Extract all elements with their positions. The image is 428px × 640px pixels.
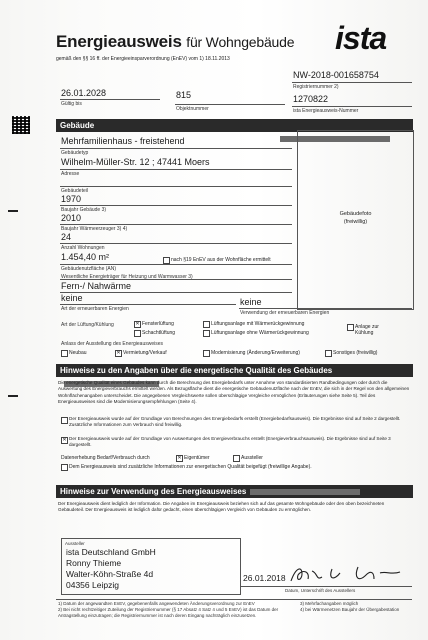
energietraeger-value: Fern-/ Nahwärme bbox=[61, 281, 132, 291]
ista-logo: ista bbox=[335, 20, 387, 56]
punch-mark bbox=[8, 395, 18, 397]
vermietung-checkbox[interactable]: ✕ bbox=[116, 350, 121, 356]
neubau-label: Neubau bbox=[69, 350, 87, 356]
wohnflaeche-checkbox[interactable] bbox=[163, 257, 170, 264]
wohnungen-value: 24 bbox=[61, 232, 72, 242]
ausstellungsdatum-value: 26.01.2018 bbox=[243, 573, 286, 583]
baujahr-label: Baujahr Gebäude 3) bbox=[61, 207, 107, 213]
ista-number-value: 1270822 bbox=[293, 94, 329, 104]
datenerhebung-label: Datenerhebung Bedarf/Verbrauch durch bbox=[61, 455, 150, 461]
signature bbox=[288, 563, 406, 585]
section-header-hinweise-qualitaet: Hinweise zu den Angaben über die energetische Qualität des Gebäudes bbox=[56, 364, 413, 377]
sonstiges-checkbox[interactable] bbox=[325, 350, 332, 357]
document-subtitle: gemäß den §§ 16 ff. der Energieeinsparverordnung (EnEV) vom 1) 18.11.2013 bbox=[56, 56, 230, 62]
bedarfsausweis-checkbox[interactable] bbox=[61, 417, 68, 424]
verbrauchsausweis-checkbox[interactable]: ✕ bbox=[62, 437, 67, 443]
punch-mark bbox=[8, 210, 18, 212]
zusatzinfo-checkbox[interactable] bbox=[61, 464, 68, 471]
footnote: 1) Datum der angewandten EnEV, gegebenenfalls angewendeten Änderungsverordnung zur EnEV bbox=[58, 601, 255, 606]
sonstiges-label: Sonstiges (freiwillig) bbox=[333, 350, 378, 356]
valid-until-value: 26.01.2028 bbox=[61, 88, 107, 98]
hinweise-qualitaet-text: Die energetische Qualität eines Gebäudes kann durch die Berechnung des Energiebedarfs unter Annahme von standardisierten Randbedingungen oder durch die Auswertung des Energieverbrauchs ermittelt werden. Als Bezugsfläche dient die energetische Gebäudenutzfläche nach der EnEV, die sich in der Regel von den allgemeinen Wohnflächenangaben unterscheidet. Die angegebenen Vergleichswerte sollen überschlägige Vergleiche ermöglichen (Erläuterungen siehe Seite 5). Teil des Energieausweises sind die Modernisierungsempfehlungen (Seite 4). bbox=[58, 380, 410, 405]
footnotes-left bbox=[58, 601, 278, 619]
neubau-checkbox[interactable] bbox=[61, 350, 68, 357]
aussteller-box bbox=[61, 538, 241, 595]
qr-code bbox=[12, 116, 30, 134]
aussteller-address bbox=[66, 547, 156, 591]
wohnflaeche-checkbox-label: nach §19 EnEV aus der Wohnfläche ermittelt bbox=[171, 257, 271, 263]
nutzflaeche-value: 1.454,40 m² bbox=[61, 252, 110, 262]
anlass-label: Anlass der Ausstellung des Energieausweises bbox=[61, 341, 164, 347]
lueftung-label: Art der Lüftung/Kühlung bbox=[61, 322, 114, 328]
adresse-label: Adresse bbox=[61, 171, 80, 177]
vermietung-label: Vermietung/Verkauf bbox=[123, 350, 167, 356]
registration-number-label: Registriernummer 2) bbox=[293, 84, 339, 90]
fensterlueftung-label: Fensterlüftung bbox=[142, 321, 174, 327]
lueftung-ohne-wrg-checkbox[interactable] bbox=[203, 330, 210, 337]
gebaeudetyp-label: Gebäudetyp bbox=[61, 150, 89, 156]
erneuerbare-art-label: Art der erneuerbaren Energien bbox=[61, 306, 129, 312]
section-header-hinweise-verwendung: Hinweise zur Verwendung des Energieausweises bbox=[56, 485, 413, 498]
footnote: 4) bei Wärmenetzen Baujahr der Übergabestation bbox=[300, 607, 400, 612]
modernisierung-checkbox[interactable] bbox=[203, 350, 210, 357]
eigentuemer-checkbox[interactable]: ✕ bbox=[177, 455, 182, 461]
adresse-value: Wilhelm-Müller-Str. 12 ; 47441 Moers bbox=[61, 157, 210, 167]
waermeerzeuger-label: Baujahr Wärmeerzeuger 3) 4) bbox=[61, 226, 128, 232]
erneuerbare-art-value: keine bbox=[61, 293, 83, 303]
ista-number-label: ista Energieausweis-Nummer bbox=[293, 108, 359, 114]
gebaeudeteil-label: Gebäudeteil bbox=[61, 188, 88, 194]
energietraeger-label: Wesentliche Energieträger für Heizung und Warmwasser 3) bbox=[61, 274, 193, 280]
document-title: Energieausweis für Wohngebäude bbox=[56, 32, 295, 51]
schachtlueftung-checkbox[interactable] bbox=[134, 330, 141, 337]
datum-unterschrift-label: Datum, Unterschrift des Ausstellers bbox=[285, 588, 356, 593]
gebaeudefoto-sublabel: (freiwillig) bbox=[343, 219, 368, 225]
eigentuemer-label: Eigentümer bbox=[184, 455, 210, 461]
gebaeudefoto-box bbox=[297, 130, 414, 310]
lueftung-mit-wrg-label: Lüftungsanlage mit Wärmerückgewinnung bbox=[211, 321, 305, 327]
erneuerbare-verwendung-value: keine bbox=[240, 297, 262, 307]
gebaeudefoto-label: Gebäudefoto bbox=[339, 211, 372, 217]
modernisierung-label: Modernisierung (Änderung/Erweiterung) bbox=[211, 350, 300, 356]
valid-until-label: Gültig bis bbox=[61, 101, 82, 107]
registration-number-value: NW-2018-001658754 bbox=[293, 70, 379, 80]
footnote: Antragstellung einzutragen; die Registriernummer ist nach deren Eingang nachträglich einzusetzen. bbox=[58, 613, 257, 618]
aussteller-option-label: Aussteller bbox=[241, 455, 263, 461]
wohnungen-label: Anzahl Wohnungen bbox=[61, 245, 105, 251]
footnotes-right bbox=[300, 601, 399, 613]
aussteller-line: 04356 Leipzig bbox=[66, 580, 119, 590]
footnote: 3) Mehrfachangaben möglich bbox=[300, 601, 359, 606]
gebaeudetyp-value: Mehrfamilienhaus - freistehend bbox=[61, 136, 185, 146]
lueftung-mit-wrg-checkbox[interactable] bbox=[203, 321, 210, 328]
object-number-value: 815 bbox=[176, 90, 192, 100]
verbrauchsausweis-text: Der Energieausweis wurde auf der Grundlage von Auswertungen des Energieverbrauchs erstellt (Energieverbrauchsausweis). Die Ergebnisse sind auf Seite 3 dargestellt. bbox=[69, 436, 391, 448]
lueftung-ohne-wrg-label: Lüftungsanlage ohne Wärmerückgewinnung bbox=[211, 330, 309, 336]
fensterlueftung-checkbox[interactable]: ✕ bbox=[135, 321, 140, 327]
section-header-gebaeude: Gebäude bbox=[56, 119, 413, 132]
baujahr-value: 1970 bbox=[61, 194, 82, 204]
kuehlung-checkbox[interactable] bbox=[347, 324, 354, 331]
zusatzinfo-label: Dem Energieausweis sind zusätzliche Informationen zur energetischen Qualität beigefügt (freiwillige Angabe). bbox=[69, 464, 312, 470]
erneuerbare-verwendung-label: Verwendung der erneuerbaren Energien bbox=[240, 310, 330, 316]
footnote: 2) Bei nicht rechtzeitiger Zuteilung der Registriernummer (§ 17 Absatz 4 Satz 4 und 5 EnEV) ist das Datum der bbox=[58, 607, 279, 612]
aussteller-checkbox[interactable] bbox=[233, 455, 240, 462]
aussteller-line: ista Deutschland GmbH bbox=[66, 547, 156, 557]
aussteller-line: Ronny Thieme bbox=[66, 558, 122, 568]
bedarfsausweis-text: Der Energieausweis wurde auf der Grundlage von Berechnungen des Energiebedarfs erstellt (Energiebedarfsausweis). Die Ergebnisse sind auf Seite 2 dargestellt. Zusätzliche Informationen zum Verbrauch sind freiwillig. bbox=[69, 416, 401, 428]
aussteller-label: Aussteller bbox=[65, 541, 85, 546]
kuehlung-label: Anlage zur Kühlung bbox=[355, 324, 379, 336]
object-number-label: Objektnummer bbox=[176, 106, 209, 112]
hinweise-verwendung-text: Der Energieausweis dient lediglich der Information. Die Angaben im Energieausweis beziehen sich auf das gesamte Wohngebäude oder den oben bezeichneten Gebäudeteil. Der Energieausweis ist lediglich dafür gedacht, einen überschlägigen Vergleich von Gebäuden zu ermöglichen. bbox=[58, 501, 385, 513]
waermeerzeuger-value: 2010 bbox=[61, 213, 82, 223]
aussteller-line: Walter-Köhn-Straße 4d bbox=[66, 569, 154, 579]
nutzflaeche-label: Gebäudenutzfläche (AN) bbox=[61, 266, 117, 272]
schachtlueftung-label: Schachtlüftung bbox=[142, 330, 176, 336]
